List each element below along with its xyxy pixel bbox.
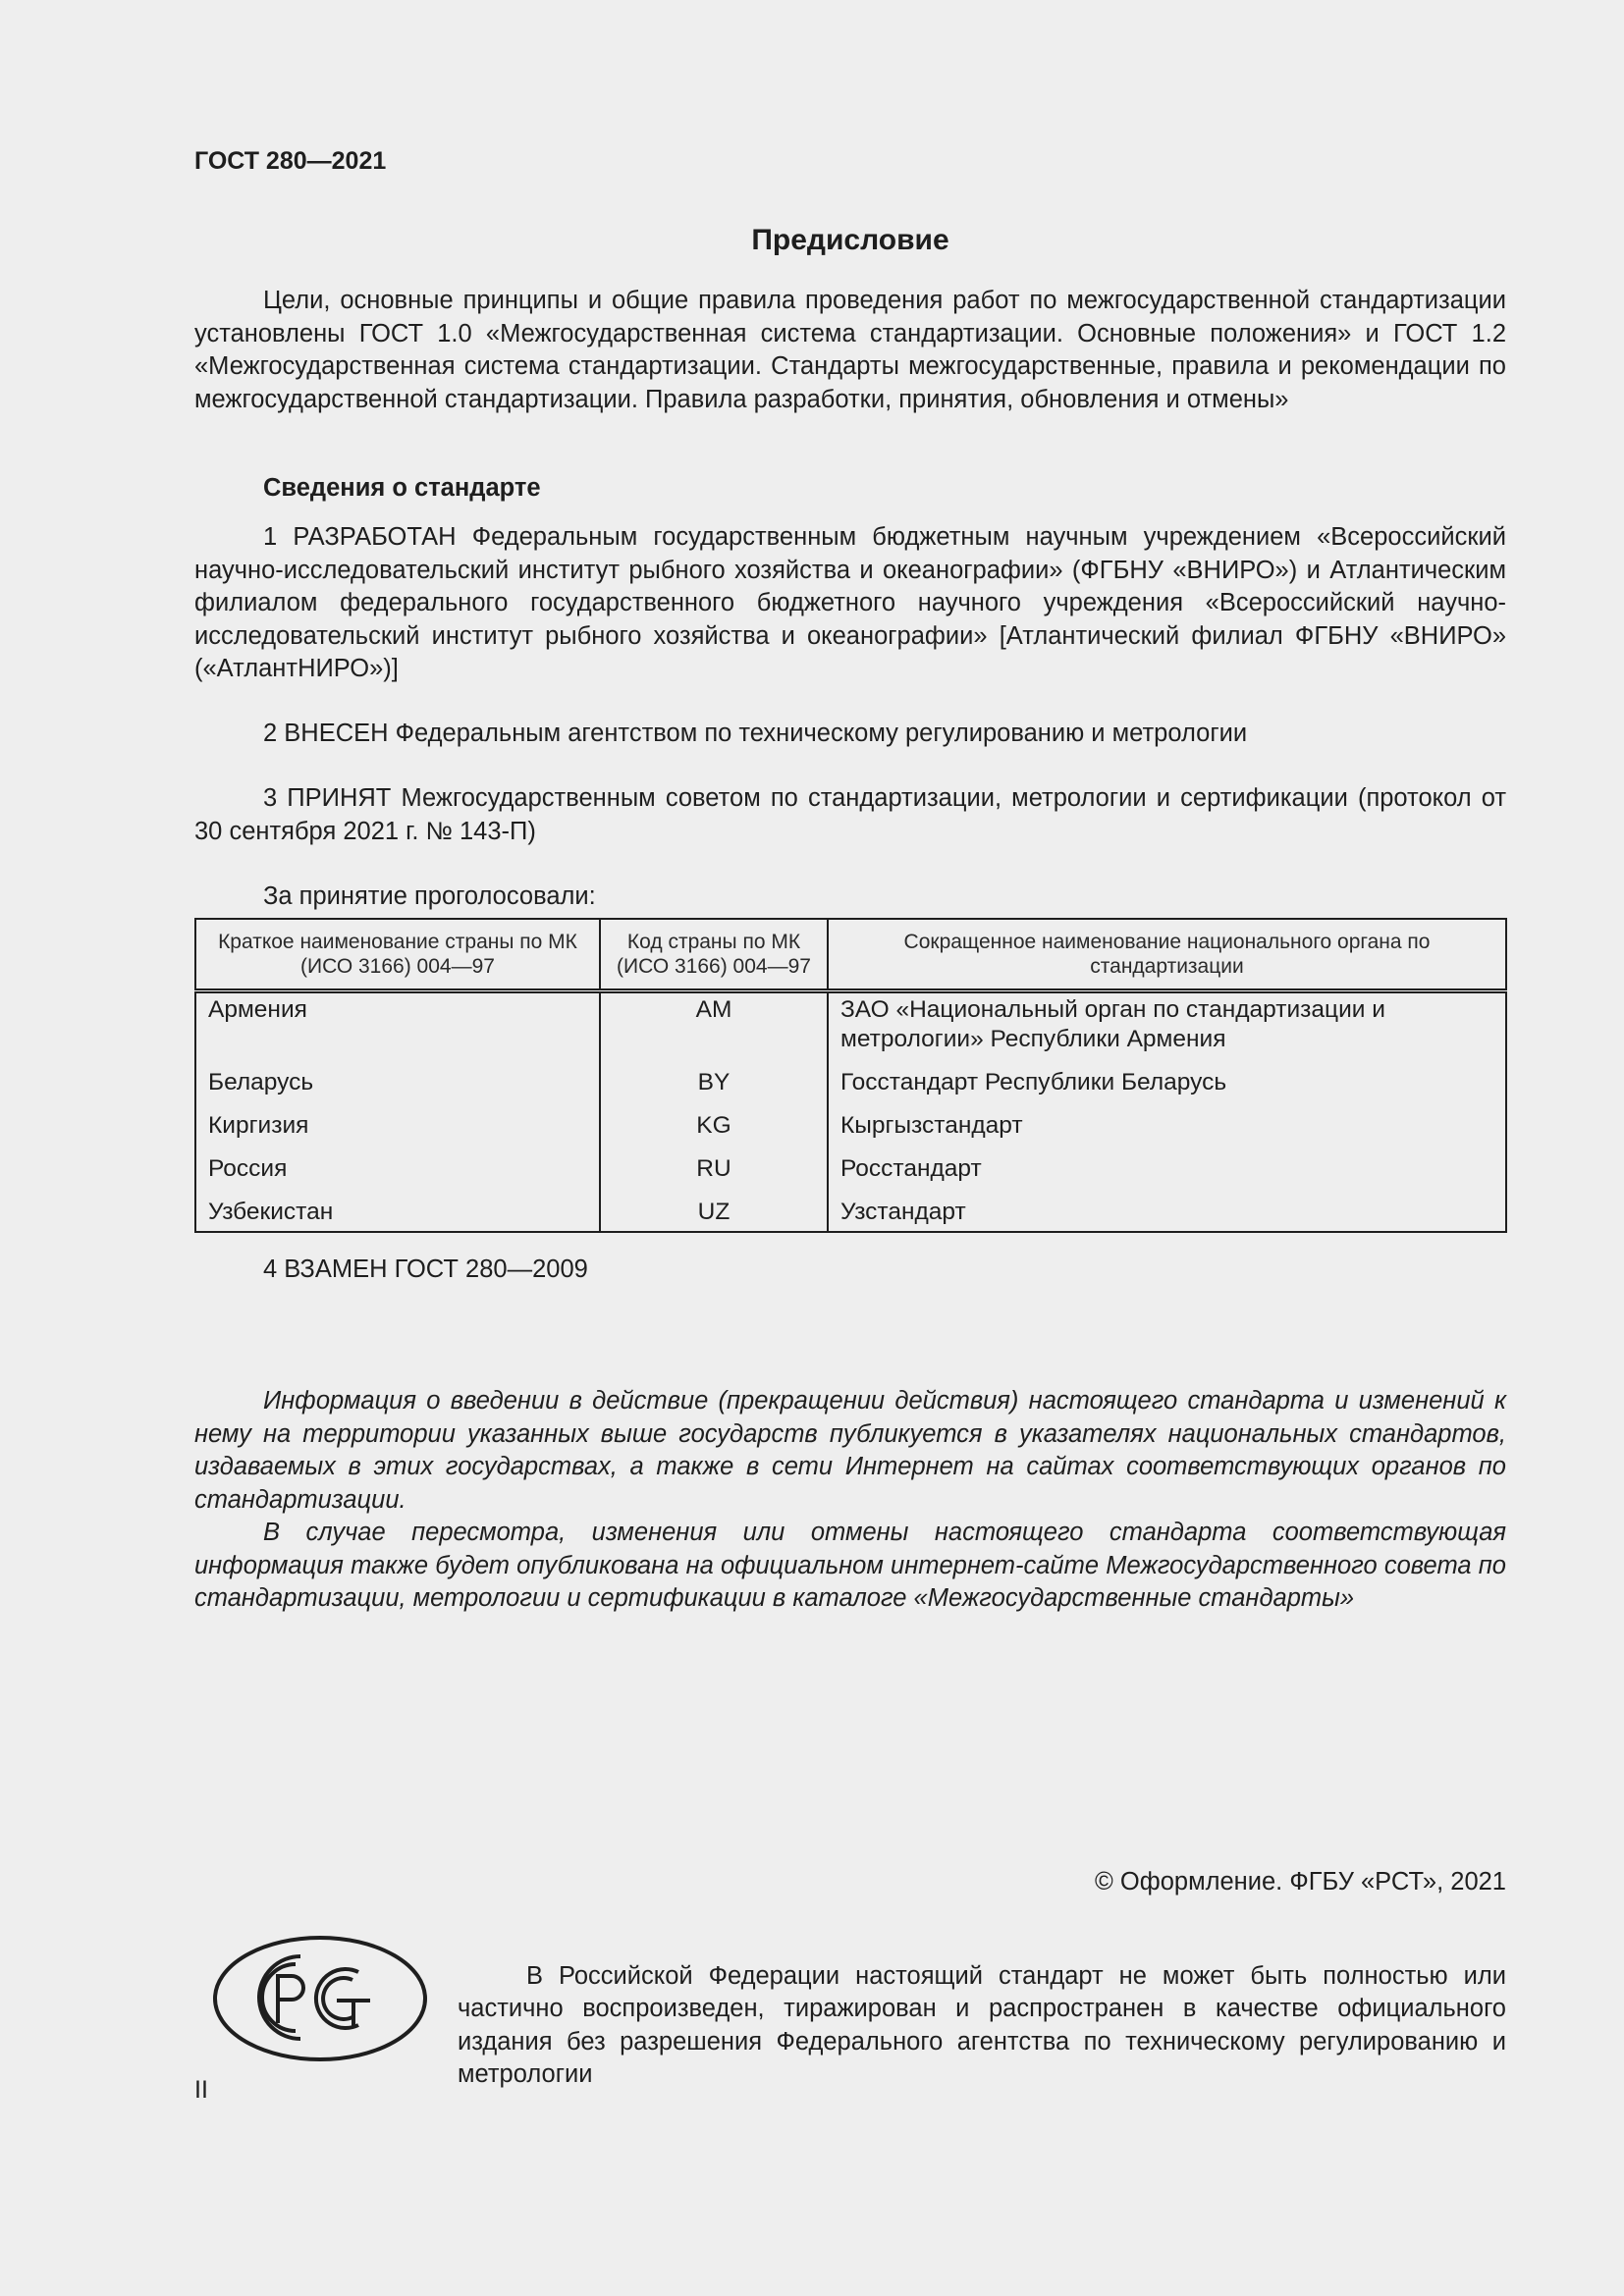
cell-code: BY bbox=[600, 1066, 828, 1109]
cell-body: Госстандарт Республики Беларусь bbox=[828, 1066, 1506, 1109]
cell-body: Кыргызстандарт bbox=[828, 1109, 1506, 1152]
column-header-country: Краткое наименование страны по МК (ИСО 3166) 004—97 bbox=[195, 919, 600, 991]
cell-code: RU bbox=[600, 1152, 828, 1196]
cell-country: Армения bbox=[195, 991, 600, 1067]
section-heading: Сведения о стандарте bbox=[263, 474, 541, 502]
voting-table bbox=[194, 918, 1507, 1233]
table-row bbox=[195, 991, 1506, 1067]
cell-country: Беларусь bbox=[195, 1066, 600, 1109]
cell-body: Узстандарт bbox=[828, 1196, 1506, 1232]
table-row bbox=[195, 1109, 1506, 1152]
cell-code: KG bbox=[600, 1109, 828, 1152]
item-introduced: 2 ВНЕСЕН Федеральным агентством по техническому регулированию и метрологии bbox=[263, 720, 1248, 747]
cell-country: Киргизия bbox=[195, 1109, 600, 1152]
item-adopted: 3 ПРИНЯТ Межгосударственным советом по стандартизации, метрологии и сертификации (протокол от 30 сентября 2021 г. № 143-П) bbox=[194, 784, 1506, 845]
item-developed: 1 РАЗРАБОТАН Федеральным государственным бюджетным научным учреждением «Всероссийский научно-исследовательский институт рыбного хозяйства и океанографии» (ФГБНУ «ВНИРО») и Атлантическим филиалом федерального государственного бюджетного научного учреждения «Всероссийский научно-исследовательский институт рыбного хозяйства и океанографии» [Атлантический филиал ФГБНУ «ВНИРО» («АтлантНИРО»)] bbox=[194, 523, 1506, 682]
table-row bbox=[195, 1066, 1506, 1109]
voted-label: За принятие проголосовали: bbox=[263, 882, 596, 910]
page-title: Предисловие bbox=[751, 224, 949, 256]
document-id: ГОСТ 280—2021 bbox=[194, 147, 387, 175]
table-header-row bbox=[195, 919, 1506, 991]
table-row bbox=[195, 1152, 1506, 1196]
rights-notice: В Российской Федерации настоящий стандарт не может быть полностью или частично воспроизведен, тиражирован и распространен в качестве официального издания без разрешения Федерального агентства по техническому регулированию и метрологии bbox=[458, 1961, 1506, 2088]
cell-country: Россия bbox=[195, 1152, 600, 1196]
cell-country: Узбекистан bbox=[195, 1196, 600, 1232]
table-row bbox=[195, 1196, 1506, 1232]
cell-code: UZ bbox=[600, 1196, 828, 1232]
column-header-code: Код страны по МК (ИСО 3166) 004—97 bbox=[600, 919, 828, 991]
notice-paragraph-2: В случае пересмотра, изменения или отмены настоящего стандарта соответствующая информация также будет опубликована на официальном интернет-сайте Межгосударственного совета по стандартизации, метрологии и сертификации в каталоге «Межгосударственные стандарты» bbox=[194, 1519, 1506, 1612]
page-number: II bbox=[194, 2076, 208, 2104]
rst-logo-icon bbox=[209, 1929, 455, 2071]
copyright: © Оформление. ФГБУ «РСТ», 2021 bbox=[1095, 1868, 1506, 1896]
notice-paragraph-1: Информация о введении в действие (прекращении действия) настоящего стандарта и изменений к нему на территории указанных выше государств публикуется в указателях национальных стандартов, издаваемых в этих государствах, а также в сети Интернет на сайтах соответствующих органов по стандартизации. bbox=[194, 1387, 1506, 1514]
cell-body: ЗАО «Национальный орган по стандартизации и метрологии» Республики Армения bbox=[828, 991, 1506, 1067]
intro-paragraph: Цели, основные принципы и общие правила проведения работ по межгосударственной стандартизации установлены ГОСТ 1.0 «Межгосударственная система стандартизации. Основные положения» и ГОСТ 1.2 «Межгосударственная система стандартизации. Стандарты межгосударственные, правила и рекомендации по межгосударственной стандартизации. Правила разработки, принятия, обновления и отмены» bbox=[194, 287, 1506, 413]
cell-code: AM bbox=[600, 991, 828, 1067]
cell-body: Росстандарт bbox=[828, 1152, 1506, 1196]
column-header-body: Сокращенное наименование национального органа по стандартизации bbox=[828, 919, 1506, 991]
item-replaces: 4 ВЗАМЕН ГОСТ 280—2009 bbox=[263, 1255, 588, 1283]
